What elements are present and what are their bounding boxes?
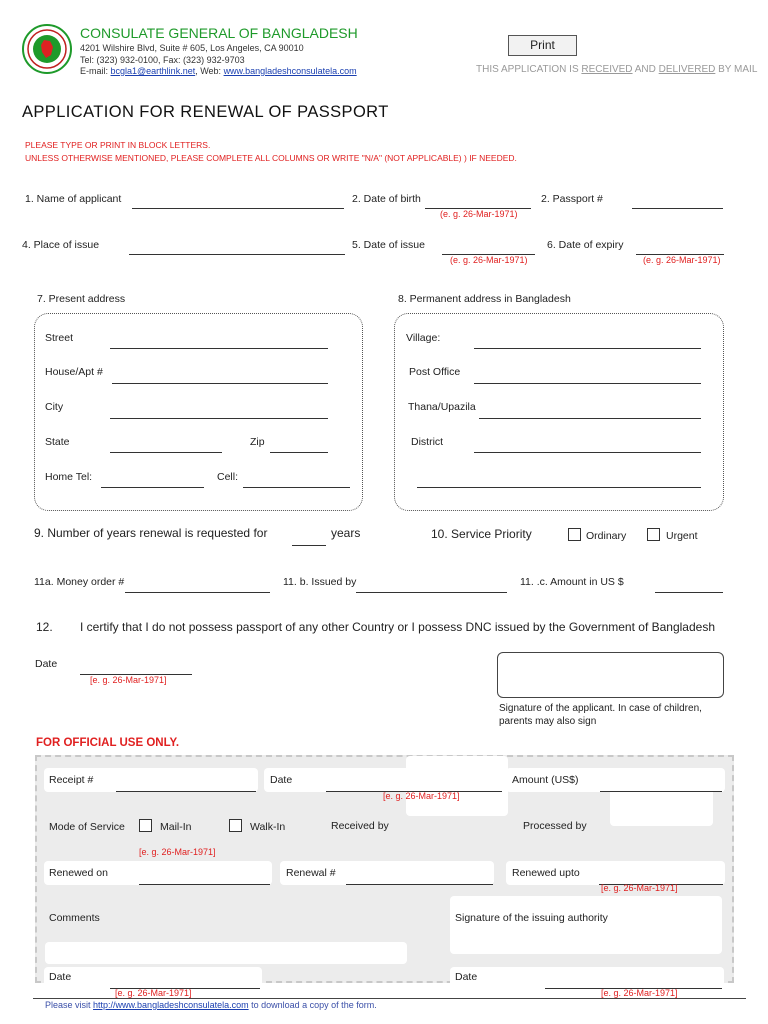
name-field[interactable] [132, 208, 344, 209]
urgent-checkbox[interactable] [647, 528, 660, 541]
receipt-label: Receipt # [49, 774, 94, 786]
renewal-years-label: 9. Number of years renewal is requested for [34, 526, 268, 540]
amount-label: 11. .c. Amount in US $ [520, 576, 624, 588]
amount-usd-field[interactable] [600, 791, 722, 792]
house-field[interactable] [112, 383, 328, 384]
present-address-heading: 7. Present address [37, 293, 126, 305]
ordinary-checkbox[interactable] [568, 528, 581, 541]
mail-notice-and: AND [632, 64, 659, 75]
consulate-address: 4201 Wilshire Blvd, Suite # 605, Los Angeles, CA 90010 [80, 43, 304, 53]
email-prefix: E-mail: [80, 66, 111, 76]
footer-divider [33, 998, 746, 999]
house-label: House/Apt # [45, 366, 103, 378]
money-order-field[interactable] [125, 592, 270, 593]
zip-field[interactable] [270, 452, 328, 453]
mode-date-example: [e. g. 26-Mar-1971] [139, 847, 216, 857]
mail-in-label: Mail-In [160, 821, 192, 833]
amount-usd-label: Amount (US$) [512, 774, 579, 786]
urgent-label: Urgent [666, 530, 698, 542]
post-office-label: Post Office [409, 366, 461, 378]
official-use-heading: FOR OFFICIAL USE ONLY. [36, 737, 180, 749]
renewal-no-field[interactable] [346, 884, 493, 885]
processed-by-label: Processed by [523, 820, 587, 832]
home-tel-field[interactable] [101, 487, 204, 488]
zip-label: Zip [250, 436, 265, 448]
passport-label: 2. Passport # [541, 193, 603, 205]
renewed-on-field[interactable] [139, 884, 270, 885]
passport-field[interactable] [632, 208, 723, 209]
web-prefix: , Web: [195, 66, 224, 76]
mail-notice-part2: BY MAIL [715, 64, 758, 75]
post-office-field[interactable] [474, 383, 701, 384]
village-field[interactable] [474, 348, 701, 349]
official-date-right-label: Date [455, 971, 478, 983]
bangladesh-emblem-icon [22, 24, 72, 74]
walk-in-checkbox[interactable] [229, 819, 242, 832]
dob-example: (e. g. 26-Mar-1971) [440, 209, 518, 219]
doi-label: 5. Date of issue [352, 239, 425, 251]
footer-note [45, 1000, 377, 1010]
state-field[interactable] [110, 452, 222, 453]
name-label: 1. Name of applicant [25, 193, 122, 205]
district-field[interactable] [474, 452, 701, 453]
dob-label: 2. Date of birth [352, 193, 421, 205]
thana-field[interactable] [479, 418, 701, 419]
money-order-label: 11a. Money order # [34, 576, 125, 588]
mail-notice-part1: THIS APPLICATION IS [476, 64, 582, 75]
instruction-2: UNLESS OTHERWISE MENTIONED, PLEASE COMPLETE ALL COLUMNS OR WRITE "N/A" (NOT APPLICABLE) ) IF NEEDED. [25, 153, 517, 163]
consulate-contact [80, 66, 357, 76]
street-label: Street [45, 332, 74, 344]
renewed-upto-label: Renewed upto [512, 867, 580, 879]
mail-notice-delivered: DELIVERED [658, 64, 716, 75]
ordinary-label: Ordinary [586, 530, 627, 542]
address-extra-field[interactable] [417, 487, 701, 488]
doe-example: (e. g. 26-Mar-1971) [643, 255, 721, 265]
thana-label: Thana/Upazila [408, 401, 476, 413]
service-priority-label: 10. Service Priority [431, 527, 532, 541]
applicant-date-label: Date [35, 658, 58, 670]
issued-by-label: 11. b. Issued by [283, 576, 357, 588]
city-field[interactable] [110, 418, 328, 419]
received-by-label: Received by [331, 820, 389, 832]
certify-number: 12. [36, 620, 53, 634]
footer-prefix: Please visit [45, 1000, 94, 1010]
district-label: District [411, 436, 444, 448]
applicant-signature-box[interactable] [497, 652, 724, 698]
official-date-tab-bg [406, 756, 508, 816]
walk-in-label: Walk-In [250, 821, 286, 833]
footer-suffix: to download a copy of the form. [248, 1000, 377, 1010]
village-label: Village: [406, 332, 441, 344]
renewed-upto-example: [e. g. 26-Mar-1971] [601, 883, 678, 893]
instruction-1: PLEASE TYPE OR PRINT IN BLOCK LETTERS. [25, 140, 211, 150]
amount-field[interactable] [655, 592, 723, 593]
official-date-right-example: [e. g. 26-Mar-1971] [601, 988, 678, 998]
applicant-signature-note: Signature of the applicant. In case of children, parents may also sign [499, 703, 702, 727]
doi-example: (e. g. 26-Mar-1971) [450, 255, 528, 265]
print-button[interactable]: Print [508, 35, 577, 56]
official-date-left-example: [e. g. 26-Mar-1971] [115, 988, 192, 998]
consulate-phone: Tel: (323) 932-0100, Fax: (323) 932-9703 [80, 55, 245, 65]
place-field[interactable] [129, 254, 345, 255]
receipt-field[interactable] [116, 791, 256, 792]
official-date-label: Date [270, 774, 293, 786]
street-field[interactable] [110, 348, 328, 349]
website-link[interactable]: www.bangladeshconsulatela.com [223, 66, 357, 76]
official-date-example: [e. g. 26-Mar-1971] [383, 791, 460, 801]
mail-notice-received: RECEIVED [581, 64, 633, 75]
page-title: APPLICATION FOR RENEWAL OF PASSPORT [22, 103, 389, 121]
state-label: State [45, 436, 70, 448]
certify-text: I certify that I do not possess passport of any other Country or I possess DNC issued by the Government of Bangladesh [80, 620, 715, 634]
authority-signature-box[interactable] [450, 896, 722, 954]
years-label: years [331, 526, 361, 540]
email-link[interactable]: bcgla1@earthlink.net [110, 66, 196, 76]
official-date-left-label: Date [49, 971, 72, 983]
renewal-years-field[interactable] [292, 545, 326, 546]
consulate-name: CONSULATE GENERAL OF BANGLADESH [80, 25, 358, 41]
applicant-date-example: [e. g. 26-Mar-1971] [90, 675, 167, 685]
renewal-no-label: Renewal # [286, 867, 336, 879]
issued-by-field[interactable] [356, 592, 507, 593]
amount-usd-tab-bg [610, 768, 713, 826]
cell-label: Cell: [217, 471, 239, 483]
cell-field[interactable] [243, 487, 350, 488]
mail-in-checkbox[interactable] [139, 819, 152, 832]
comments-field[interactable] [45, 942, 407, 964]
doe-label: 6. Date of expiry [547, 239, 624, 251]
footer-link[interactable]: http://www.bangladeshconsulatela.com [93, 1000, 249, 1010]
comments-label: Comments [49, 912, 100, 924]
mode-of-service-label: Mode of Service [49, 821, 125, 833]
city-label: City [45, 401, 64, 413]
home-tel-label: Home Tel: [45, 471, 93, 483]
renewed-on-label: Renewed on [49, 867, 108, 879]
authority-signature-label: Signature of the issuing authority [455, 912, 608, 924]
permanent-address-heading: 8. Permanent address in Bangladesh [398, 293, 571, 305]
place-label: 4. Place of issue [22, 239, 100, 251]
mail-notice [476, 64, 757, 75]
